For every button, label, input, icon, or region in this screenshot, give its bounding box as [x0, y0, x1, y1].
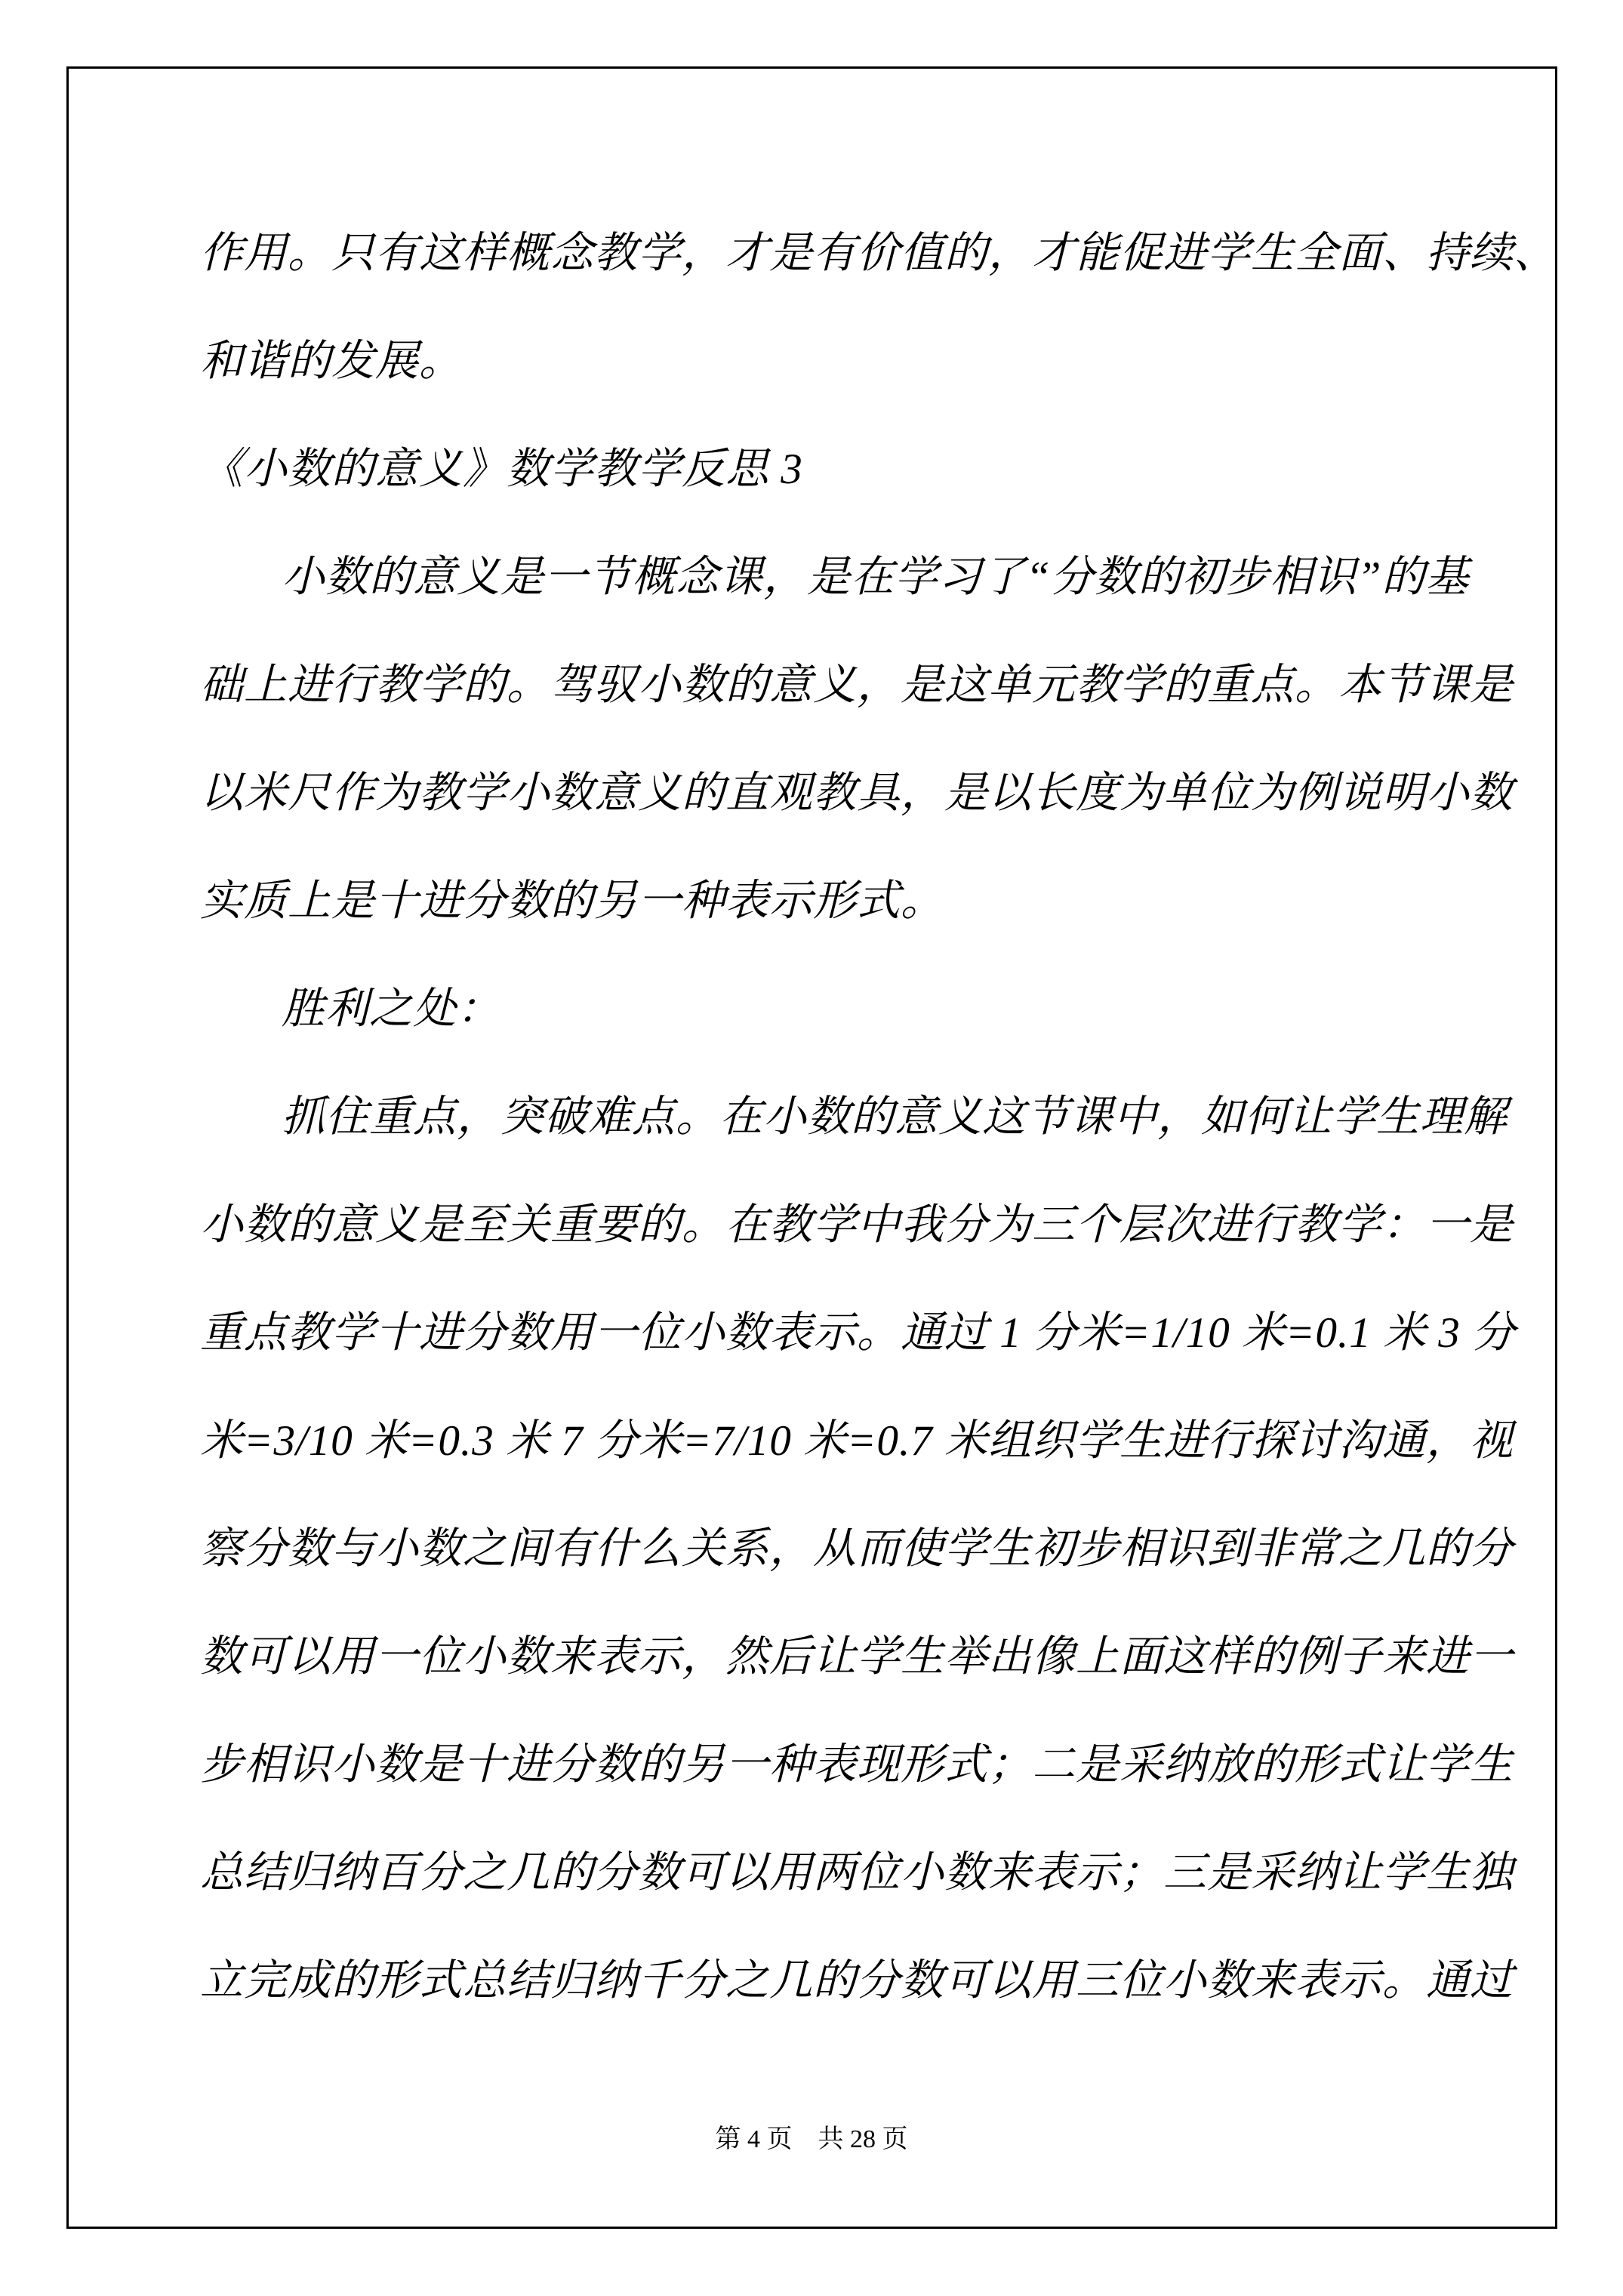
text-line: 米=3/10 米=0.3 米 7 分米=7/10 米=0.7 米组织学生进行探讨沟通，视	[200, 1417, 1514, 1465]
text-line: 察分数与小数之间有什么关系，从而使学生初步相识到非常之几的分	[200, 1525, 1514, 1573]
text-line: 抓住重点，突破难点。在小数的意义这节课中，如何让学生理解	[282, 1093, 1508, 1141]
text-line: 步相识小数是十进分数的另一种表现形式；二是采纳放的形式让学生	[200, 1741, 1514, 1789]
text-line: 以米尺作为教学小数意义的直观教具，是以长度为单位为例说明小数	[200, 769, 1514, 817]
text-line: 作用。只有这样概念教学，才是有价值的，才能促进学生全面、持续、	[200, 230, 1557, 277]
text-line: 胜利之处：	[282, 985, 500, 1033]
text-line: 础上进行教学的。驾驭小数的意义，是这单元教学的重点。本节课是	[200, 661, 1514, 709]
document-body	[200, 199, 1557, 2035]
text-line: 小数的意义是一节概念课，是在学习了“分数的初步相识”的基	[282, 553, 1470, 601]
page-number-label: 第 4 页 共 28 页	[715, 2125, 908, 2153]
text-line: 实质上是十进分数的另一种表示形式。	[200, 877, 944, 925]
text-line: 和谐的发展。	[200, 337, 463, 385]
text-line: 立完成的形式总结归纳千分之几的分数可以用三位小数来表示。通过	[200, 1957, 1514, 2005]
text-line: 小数的意义是至关重要的。在教学中我分为三个层次进行教学：一是	[200, 1201, 1514, 1249]
text-line: 重点教学十进分数用一位小数表示。通过 1 分米=1/10 米=0.1 米 3 分	[200, 1309, 1517, 1357]
text-line: 总结归纳百分之几的分数可以用两位小数来表示；三是采纳让学生独	[200, 1849, 1514, 1897]
page-footer	[0, 2125, 1623, 2155]
text-line: 《小数的意义》数学教学反思 3	[200, 445, 803, 493]
text-line: 数可以用一位小数来表示，然后让学生举出像上面这样的例子来进一	[200, 1633, 1514, 1681]
